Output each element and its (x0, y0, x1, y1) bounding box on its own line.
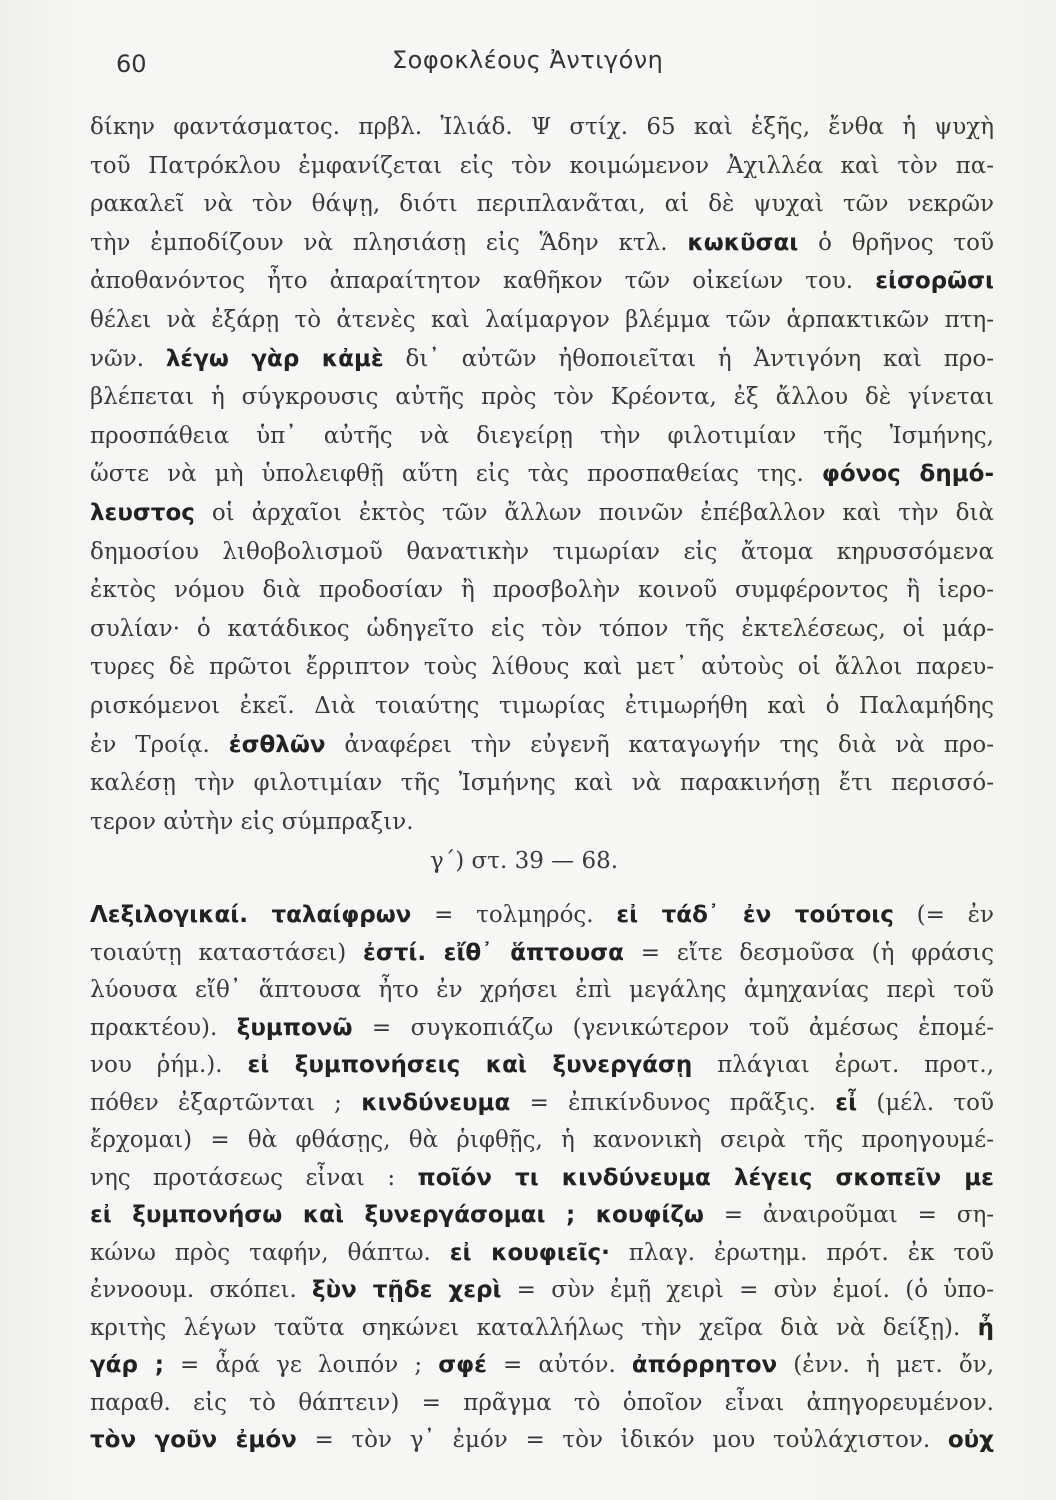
text-run: δι᾽ αὐτῶν ἠθοποιεῖται ἡ Ἀντιγόνη καὶ προ- (383, 345, 994, 372)
text-run: (μέλ. τοῦ (857, 1089, 994, 1116)
text-line (90, 1050, 994, 1080)
lemma-term: κινδύνευμα (361, 1089, 511, 1116)
text-run: ρισκόμενοι ἐκεῖ. Διὰ τοιαύτης τιμωρίας ἐτιμωρήθη καὶ ὁ Παλαμήδης (90, 693, 994, 719)
lemma-term: ἦ (977, 1314, 994, 1341)
text-run: = εἴτε δεσμοῦσα (ἡ φράσις (623, 939, 994, 966)
text-line (90, 382, 994, 412)
text-run: = ἆρά γε λοιπόν ; (163, 1352, 439, 1378)
text-run: κώνω πρὸς ταφήν, θάπτω. (90, 1239, 450, 1266)
text-run: = σὺν ἐμῇ χειρὶ = σὺν ἐμοί. (ὁ ὑπο- (501, 1277, 995, 1303)
text-run: κριτὴς λέγων ταῦτα σηκώνει καταλλήλως τὴν χεῖρα διὰ νὰ δείξῃ). (90, 1314, 978, 1341)
text-run: = ἐπικίνδυνος πρᾶξις. (510, 1089, 836, 1116)
text-line (90, 151, 994, 181)
text-run: = συγκοπιάζω (γενικώτερον τοῦ ἀμέσως ἑπομέ- (352, 1014, 995, 1041)
lemma-term: εἶ (835, 1089, 858, 1116)
text-line (90, 537, 994, 567)
text-line (90, 1088, 994, 1118)
text-line (90, 730, 994, 760)
text-line (90, 807, 994, 837)
lemma-term: οὐχ (947, 1427, 994, 1453)
lemma-term: κωκῦσαι (687, 229, 799, 256)
lemma-term: Λεξιλογικαί. ταλαίφρων (90, 902, 412, 928)
text-line (90, 938, 994, 968)
text-line (90, 614, 994, 644)
text-run: οἱ ἀρχαῖοι ἐκτὸς τῶν ἄλλων ποινῶν ἐπέβαλλον καὶ τὴν διὰ (194, 500, 994, 526)
lemma-term: λέγω γὰρ κἀμὲ (165, 345, 384, 372)
text-run: θέλει νὰ ἐξάρῃ τὸ ἀτενὲς καὶ λαίμαργον βλέμμα τῶν ἁρπακτικῶν πτη- (90, 307, 994, 333)
text-run: δίκην φαντάσματος. πρβλ. Ἰλιάδ. Ψ στίχ. 65 καὶ ἑξῆς, ἔνθα ἡ ψυχὴ (90, 114, 994, 140)
text-line (90, 266, 994, 296)
lemma-term: γάρ ; (90, 1352, 164, 1378)
lemma-term: ποῖόν τι κινδύνευμα λέγεις σκοπεῖν με (417, 1164, 994, 1191)
text-run: παραθ. εἰς τὸ θάπτειν) = πρᾶγμα τὸ ὁποῖον εἶναι ἀπηγορευμένον. (90, 1389, 994, 1416)
text-run: τὴν ἐμποδίζουν νὰ πλησιάσῃ εἰς Ἅδην κτλ. (90, 229, 688, 256)
section-heading: γ΄) στ. 39 — 68. (430, 848, 619, 874)
lemma-term: ξὺν τῇδε χερὶ (312, 1277, 502, 1303)
text-run: ἀναφέρει τὴν εὐγενῆ καταγωγήν της διὰ νὰ προ- (325, 731, 994, 758)
text-run: νης προτάσεως εἶναι : (90, 1164, 418, 1191)
text-run: ἀποθανόντος ἦτο ἀπαραίτητον καθῆκον τῶν οἰκείων του. (90, 268, 876, 295)
lemma-term: εἰ τάδ᾽ ἐν τούτοις (616, 902, 894, 928)
text-line (90, 1313, 994, 1343)
text-run: νου ῥήμ.). (90, 1052, 248, 1078)
running-title: Σοφοκλέους Ἀντιγόνη (392, 46, 664, 74)
text-run: ἐννοουμ. σκόπει. (90, 1277, 313, 1303)
lemma-term: τὸν γοῦν ἐμόν (90, 1427, 297, 1453)
text-run: ὁ θρῆνος τοῦ (798, 229, 994, 256)
lemma-term: ἀπόρρητον (631, 1352, 778, 1378)
text-run: πλάγιαι ἐρωτ. προτ., (692, 1052, 994, 1078)
lemma-term: ἐστί. εἴθ᾽ ἅπτουσα (363, 939, 624, 966)
text-run: ἔρχομαι) = θὰ φθάσῃς, θὰ ῥιφθῇς, ἡ κανονικὴ σειρὰ τῆς προηγουμέ- (90, 1127, 994, 1153)
text-line (90, 1163, 994, 1193)
text-run: ἐν Τροίᾳ. (90, 731, 229, 758)
lemma-term: ξυμπονῶ (236, 1014, 353, 1041)
text-run: = τὸν γ᾽ ἐμόν = τὸν ἰδικόν μου τοὐλάχιστον. (296, 1427, 948, 1453)
text-line (90, 1013, 994, 1043)
text-line (90, 768, 994, 798)
text-run: νῶν. (90, 345, 166, 372)
text-line (90, 975, 994, 1005)
page-number: 60 (116, 50, 147, 78)
lemma-term: εἰ κουφιεῖς· (449, 1239, 610, 1266)
text-run: συλίαν· ὁ κατάδικος ὡδηγεῖτο εἰς τὸν τόπον τῆς ἐκτελέσεως, οἱ μάρ- (90, 615, 994, 642)
text-line (90, 498, 994, 528)
text-run: προσπάθεια ὑπ᾽ αὐτῆς νὰ διεγείρῃ τὴν φιλοτιμίαν τῆς Ἰσμήνης, (90, 422, 994, 449)
text-run: πρακτέου). (90, 1014, 237, 1041)
text-run: λύουσα εἴθ᾽ ἅπτουσα ἦτο ἐν χρήσει ἐπὶ μεγάλης ἀμηχανίας περὶ τοῦ (90, 977, 994, 1003)
lemma-term: εἰ ξυμπονήσεις καὶ ξυνεργάσῃ (247, 1052, 693, 1078)
text-run: ρακαλεῖ νὰ τὸν θάψῃ, διότι περιπλανᾶται, αἱ δὲ ψυχαὶ τῶν νεκρῶν (90, 191, 994, 218)
text-run: τοῦ Πατρόκλου ἐμφανίζεται εἰς τὸν κοιμώμενον Ἀχιλλέα καὶ τὸν πα- (90, 152, 994, 179)
text-run: = αὐτόν. (486, 1352, 632, 1378)
text-run: ὥστε νὰ μὴ ὑπολειφθῇ αὕτη εἰς τὰς προσπαθείας της. (90, 461, 822, 488)
text-run: δημοσίου λιθοβολισμοῦ θανατικὴν τιμωρίαν εἰς ἄτομα κηρυσσόμενα (90, 538, 994, 565)
text-line (90, 189, 994, 219)
text-line (90, 575, 994, 605)
text-line (90, 1388, 994, 1418)
text-line (90, 1275, 994, 1305)
text-line (90, 1350, 994, 1380)
text-line (90, 1425, 994, 1455)
text-run: = ἀναιροῦμαι = ση- (703, 1202, 995, 1228)
text-run: ἐκτὸς νόμου διὰ προδοσίαν ἢ προσβολὴν κοινοῦ συμφέροντος ἢ ἱερο- (90, 577, 994, 604)
text-line (90, 112, 994, 142)
lemma-term: λευστος (90, 500, 195, 526)
lemma-term: εἰ ξυμπονήσω καὶ ξυνεργάσομαι ; κουφίζω (90, 1202, 704, 1228)
text-run: τοιαύτῃ καταστάσει) (90, 939, 364, 966)
text-run: = τολμηρός. (411, 902, 617, 928)
text-run: τερον αὐτὴν εἰς σύμπραξιν. (90, 808, 414, 835)
lemma-term: σφέ (438, 1352, 487, 1378)
text-run: πλαγ. ἐρωτημ. πρότ. ἐκ τοῦ (609, 1239, 995, 1266)
text-line (90, 1125, 994, 1155)
text-run: (ἐνν. ἡ μετ. ὄν, (777, 1352, 994, 1378)
text-run: βλέπεται ἡ σύγκρουσις αὐτῆς πρὸς τὸν Κρέοντα, ἐξ ἄλλου δὲ γίνεται (90, 384, 994, 411)
text-line (90, 691, 994, 721)
text-run: πόθεν ἐξαρτῶνται ; (90, 1089, 362, 1116)
text-run: καλέσῃ τὴν φιλοτιμίαν τῆς Ἰσμήνης καὶ νὰ παρακινήσῃ ἔτι περισσό- (90, 770, 994, 797)
text-run: τυρες δὲ πρῶτοι ἔρριπτον τοὺς λίθους καὶ μετ᾽ αὐτοὺς οἱ ἄλλοι παρευ- (90, 654, 994, 681)
text-line (90, 305, 994, 335)
lemma-term: ἐσθλῶν (228, 731, 326, 758)
lemma-term: φόνος δημό- (821, 461, 995, 488)
text-run: (= ἐν (893, 902, 994, 928)
text-line (90, 421, 994, 451)
text-line (90, 1200, 994, 1230)
text-line (90, 228, 994, 258)
text-line (90, 1238, 994, 1268)
lemma-term: εἰσορῶσι (875, 268, 994, 295)
text-line (90, 652, 994, 682)
text-line (90, 459, 994, 489)
text-line (90, 900, 994, 930)
text-line (90, 344, 994, 374)
